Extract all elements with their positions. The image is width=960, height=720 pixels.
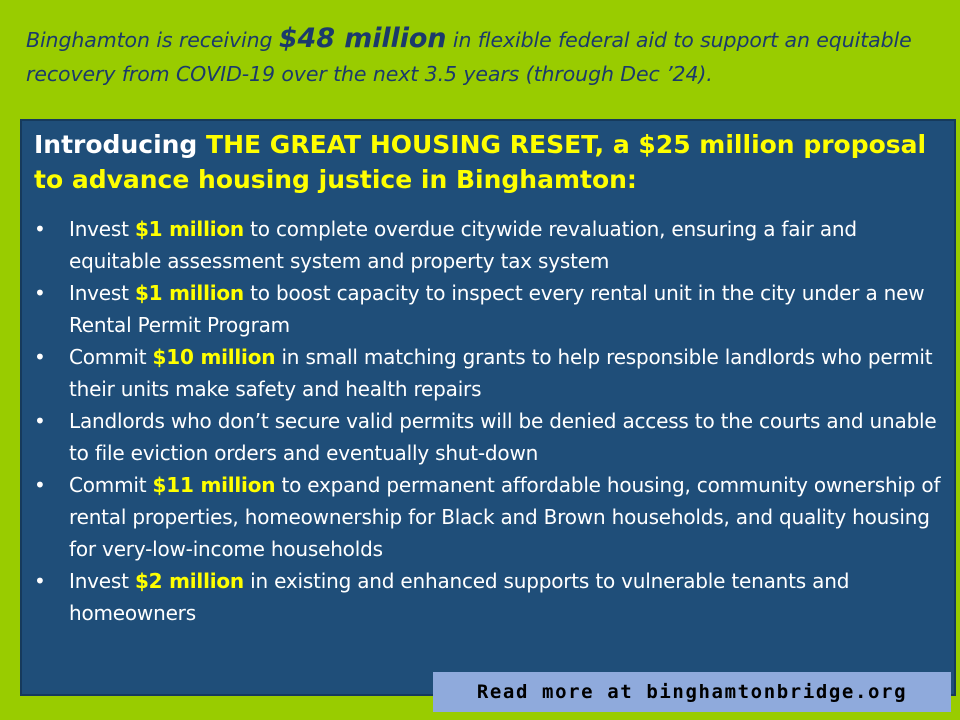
bullet-pre: Commit [69, 345, 153, 369]
bullet-amount: $1 million [134, 217, 244, 241]
bullet-post: to boost capacity to inspect every rental unit in the city under a new Rental Permit Program [69, 281, 925, 337]
bullet-pre: Commit [69, 473, 153, 497]
bullet-pre: Invest [69, 569, 135, 593]
bullet-dot-icon: • [34, 473, 46, 497]
bullet-pre: Invest [69, 217, 135, 241]
bullet-item [32, 405, 947, 469]
bullet-dot-icon: • [34, 409, 46, 433]
bullet-pre: Invest [69, 281, 135, 305]
bullet-pre: Landlords who don’t secure valid permits will be denied access to the courts and unable to file eviction orders and eventually shut-down [69, 409, 937, 465]
bullet-dot-icon: • [34, 345, 46, 369]
bullet-post: in existing and enhanced supports to vulnerable tenants and homeowners [69, 569, 850, 625]
proposal-panel [20, 119, 956, 696]
bullet-amount: $11 million [152, 473, 276, 497]
proposal-headline [34, 127, 939, 197]
bullet-post: in small matching grants to help responsible landlords who permit their units make safety and health repairs [69, 345, 933, 401]
intro-after: in flexible federal aid to support an equitable recovery from COVID-19 over the next 3.5 years (through Dec ’24). [26, 28, 912, 86]
bullet-item [32, 469, 947, 565]
bullet-item [32, 565, 947, 629]
bullet-post: to expand permanent affordable housing, community ownership of rental properties, homeownership for Black and Brown households, and quality housing for very-low-income households [69, 473, 941, 561]
intro-text [26, 22, 936, 91]
bullet-dot-icon: • [34, 217, 46, 241]
bullet-amount: $1 million [134, 281, 244, 305]
headline-lead: Introducing [34, 130, 207, 159]
bullet-post: to complete overdue citywide revaluation, ensuring a fair and equitable assessment system and property tax system [69, 217, 857, 273]
bullet-item [32, 213, 947, 277]
bullet-item [32, 277, 947, 341]
intro-amount: $48 million [278, 23, 447, 54]
read-more-banner[interactable] [433, 672, 951, 712]
bullet-item [32, 341, 947, 405]
bullet-dot-icon: • [34, 281, 46, 305]
bullet-dot-icon: • [34, 569, 46, 593]
bullet-amount: $10 million [152, 345, 276, 369]
headline-highlight: THE GREAT HOUSING RESET, a $25 million proposal to advance housing justice in Binghamton: [34, 130, 927, 194]
read-more-link[interactable]: Read more at binghamtonbridge.org [476, 681, 908, 703]
proposal-bullet-list [32, 213, 947, 629]
bullet-amount: $2 million [134, 569, 244, 593]
intro-before: Binghamton is receiving [26, 28, 279, 52]
